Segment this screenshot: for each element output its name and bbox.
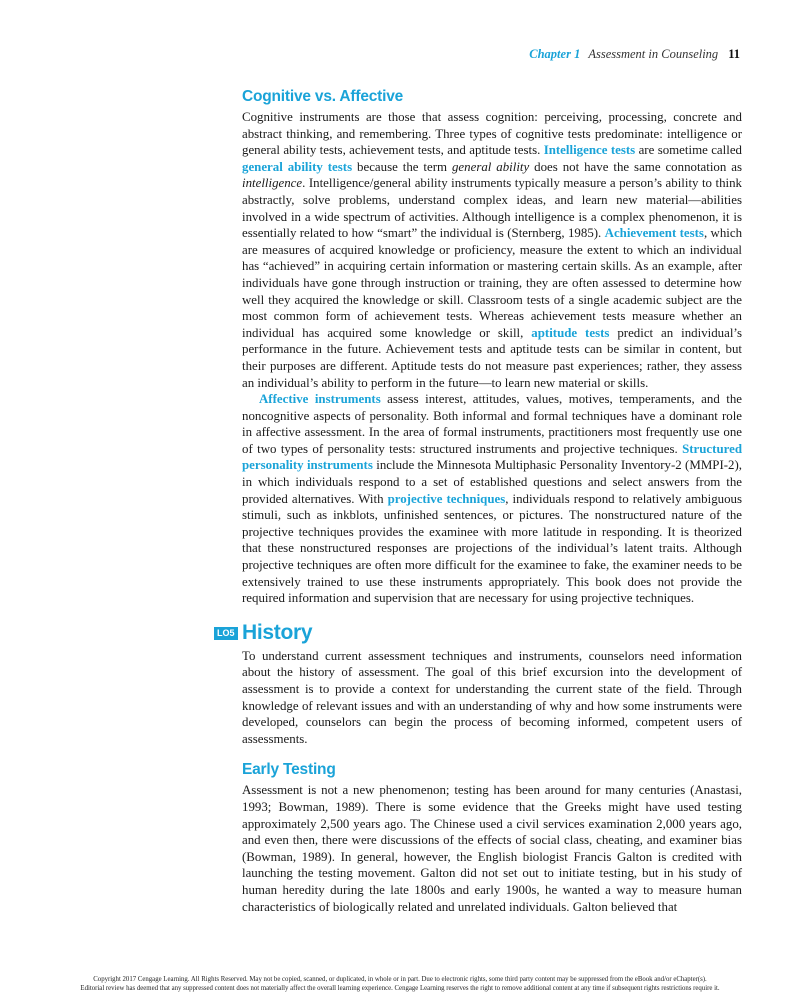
page-content [217,88,743,915]
page-number: 11 [728,47,740,61]
chapter-title: Assessment in Counseling [588,47,719,61]
body-text: does not have the same connotation as [529,159,742,174]
body-text: are sometime called [635,143,742,158]
running-head [529,47,740,62]
learning-objective-badge: LO5 [214,627,238,640]
paragraph-early-testing: Assessment is not a new phenomenon; testing has been around for many centuries (Anastasi, 1993; Bowman, 1989). There is some evidence that the Greeks might have used testing approximately 2,500 years ago. The Chinese used a civil services examination 2,000 years ago, and even then, there were discussions of the effects of social class, cheating, and examiner bias (Bowman, 1989). In general, however, the English biologist Francis Galton is credited with launching the testing movement. Galton did not set out to initiate testing, but in his study of human heredity during the late 1800s and early 1900s, he wanted a way to measure human characteristics of biologically related and unrelated individuals. Galton believed that [242,783,742,914]
body-text: because the term [352,159,452,174]
section-heading-early-testing: Early Testing [242,761,336,779]
key-term: projective techniques [387,491,506,506]
key-term: Structured personality instruments [242,441,742,473]
chapter-label: Chapter 1 [529,47,581,61]
paragraph-cognitive-1 [242,109,742,391]
body-text: . Intelligence/general ability instruments typically measure a person’s ability to think abstractly, solve problems, understand complex ideas, and learn new material—abilities involved in a wide spectrum of activities. Although intelligence is a complex phenomenon, it is essentially related to how “smart” the individual is (Sternberg, 1985). [242,176,742,241]
history-heading-row [217,620,742,645]
key-term: general ability tests [242,159,353,174]
key-term: Affective instruments [259,392,381,407]
section-heading-cognitive: Cognitive vs. Affective [242,88,404,105]
section-heading-history: History [242,620,313,644]
body-text: assess interest, attitudes, values, motives, temperaments, and the noncognitive aspects of personality. Both informal and formal techniques have a dominant role in affective assessment. In the area of formal instruments, practitioners most frequently use one of two types of personality tests: structured instruments and projective techniques. [242,392,742,456]
key-term: Intelligence tests [543,143,636,158]
body-text: , which are measures of acquired knowledge or proficiency, measure the extent to which an individual has “achieved” in acquiring certain information or mastering certain skills. As an example, after individuals have gone through instruction or training, they are often assessed to determine how well they acquired the knowledge or skill. Classroom tests of a single academic subject are the most common form of achievement tests. Whereas achievement tests measure whether an individual has acquired some knowledge or skill, [242,226,743,340]
copyright-line-1: Copyright 2017 Cengage Learning. All Rights Reserved. May not be copied, scanned, or duplicated, in whole or in part. Due to electronic rights, some third party content may be suppressed from the eBook and/or eChapter(s). [93,976,707,983]
emphasis-text: intelligence [242,176,303,191]
key-term: aptitude tests [531,325,610,340]
body-text: predict an individual’s performance in the future. Achievement tests and aptitude tests can be similar in content, but their purposes are different. Aptitude tests do not measure past experiences; rather, they assess an individual’s ability to perform in the future—to learn new material or skills. [242,325,743,390]
key-term: Achievement tests [604,226,704,241]
body-text: , individuals respond to relatively ambiguous stimuli, such as inkblots, unfinished sentences, or pictures. The nonstructured nature of the projective techniques provides the examinee with more latitude in responding. It is theorized that these nonstructured responses are projections of the individual’s latent traits. Although projective techniques are often more difficult for the examinee to fake, the examiner needs to be extensively trained to use these instruments appropriately. This book does not provide the required information and supervision that are necessary for using projective techniques. [242,491,742,606]
paragraph-history: To understand current assessment techniques and instruments, counselors need information about the history of assessment. The goal of this brief excursion into the development of assessment is to provide a context for understanding the current state of the field. Through knowledge of relevant issues and with an understanding of why and how some instruments were developed, counselors can begin the process of becoming informed, competent users of assessments. [242,648,742,746]
copyright-footer [0,975,800,993]
paragraph-affective [242,391,742,607]
body-text: include the Minnesota Multiphasic Personality Inventory-2 (MMPI-2), in which individuals respond to a set of established questions and select answers from the provided alternatives. With [242,458,742,506]
copyright-line-2: Editorial review has deemed that any suppressed content does not materially affect the overall learning experience. Cengage Learning reserves the right to remove additional content at any time if subsequent rights restrictions require it. [80,985,720,992]
emphasis-text: general ability [451,159,530,174]
body-text: Cognitive instruments are those that assess cognition: perceiving, processing, concrete and abstract thinking, and remembering. Three types of cognitive tests predominate: intelligence or general ability tests, achievement tests, and aptitude tests. [242,110,742,158]
